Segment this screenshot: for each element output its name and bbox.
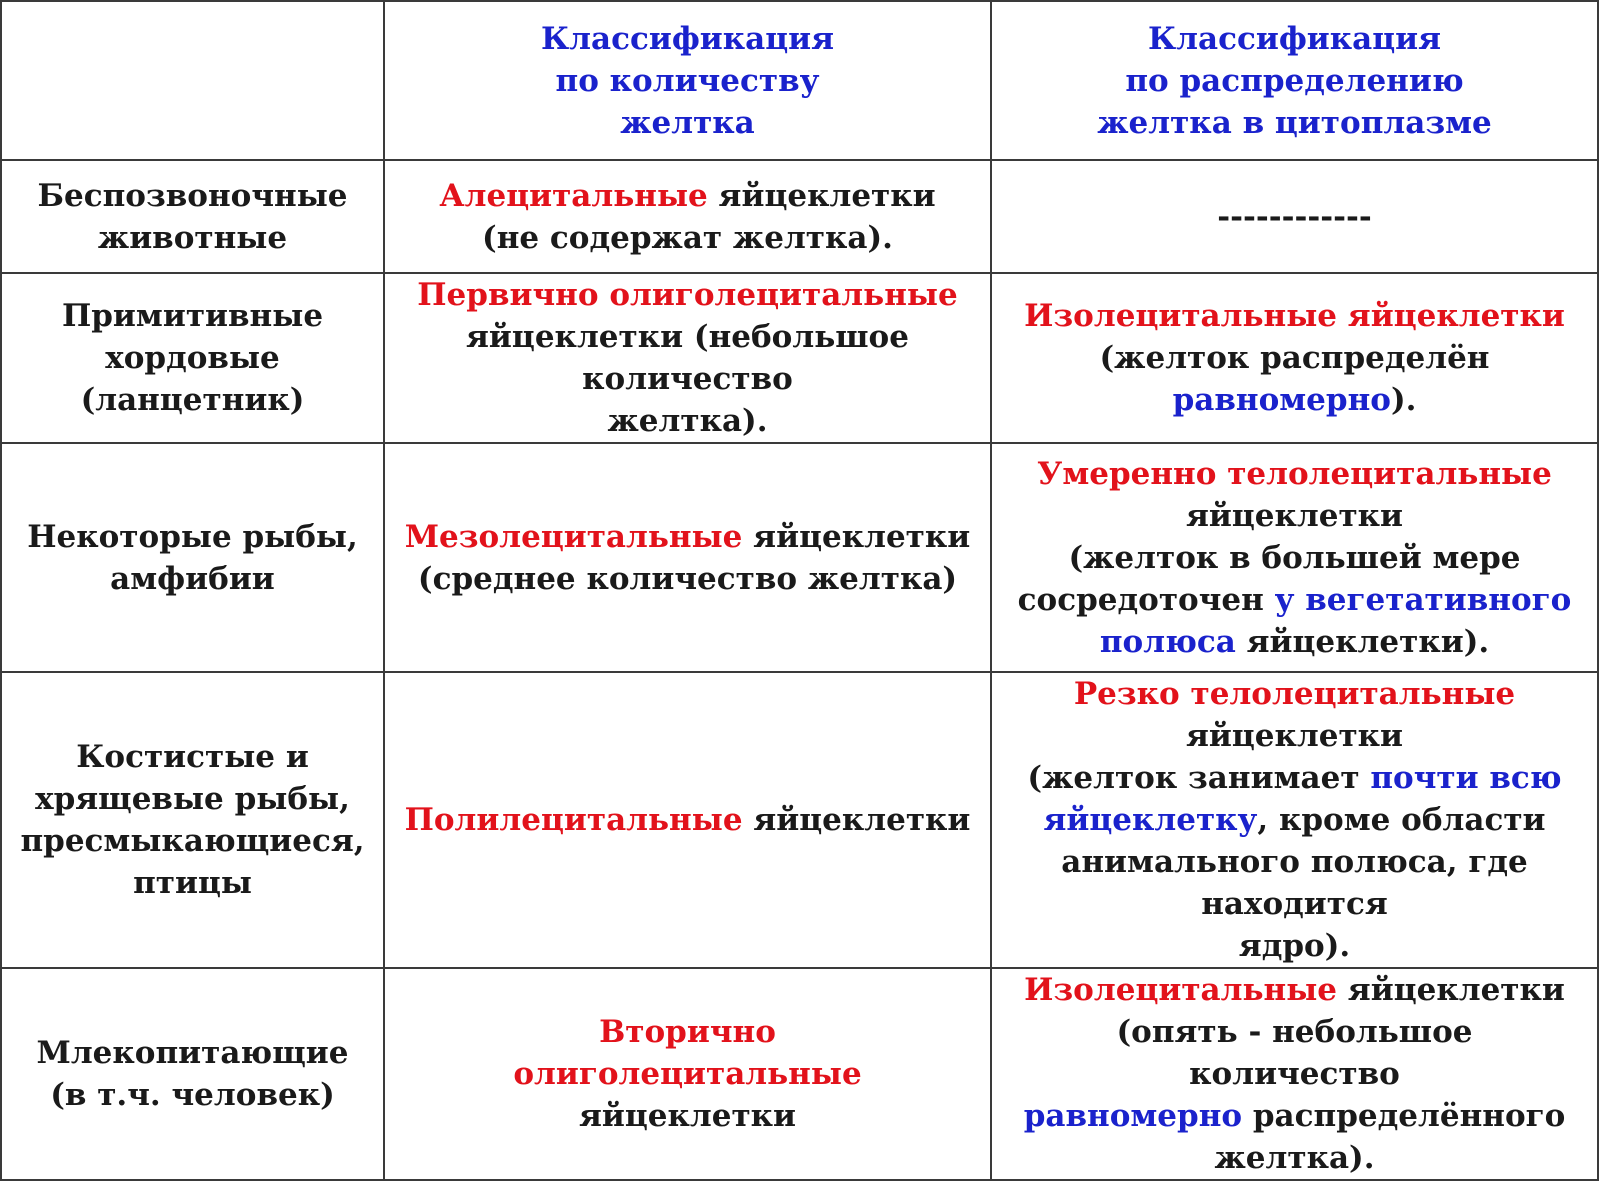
animal-group-line: Костистые и (76, 739, 309, 775)
table-row (1, 273, 1598, 443)
animal-group-cell (1, 160, 384, 273)
animal-group-line: амфибии (110, 560, 275, 597)
cell-line (399, 316, 976, 400)
text-segment: яйцеклетки (1185, 497, 1404, 534)
animal-group-line: (ланцетник) (80, 382, 305, 418)
by-distribution-cell (991, 160, 1598, 273)
cell-line (1006, 495, 1583, 537)
animal-group-line: Беспозвоночные (37, 177, 348, 214)
cell-line (399, 558, 976, 600)
animal-group-line: Примитивные (61, 298, 324, 334)
text-segment: яйцеклетки). (1235, 623, 1490, 660)
cell-line (1006, 453, 1583, 495)
text-segment: яйцеклетки (742, 518, 971, 555)
cell-line (1006, 295, 1583, 337)
by-amount-cell (384, 160, 991, 273)
header-row (1, 1, 1598, 160)
animal-group-line: хрящевые рыбы, (35, 781, 350, 817)
term-highlight: Вторично (599, 1014, 776, 1050)
animal-group-line: животные (97, 219, 288, 256)
by-amount-cell (384, 672, 991, 968)
text-segment: (желток в большей мере (1068, 539, 1521, 576)
text-segment: яйцеклетки (742, 802, 971, 838)
cell-line (399, 799, 976, 841)
term-highlight: Резко телолецитальные (1073, 676, 1516, 712)
cell-line (1006, 715, 1583, 757)
term-highlight: олиголецитальные (513, 1056, 862, 1092)
cell-line (1006, 969, 1583, 1011)
animal-group-cell (1, 672, 384, 968)
text-segment: яйцеклетки (небольшое количество (466, 319, 909, 397)
cell-line (1006, 757, 1583, 799)
text-segment: сосредоточен (1017, 581, 1275, 618)
animal-group-line: птицы (133, 865, 252, 901)
text-segment: желтка). (1214, 1140, 1375, 1176)
term-highlight: Алецитальные (439, 177, 708, 214)
key-phrase: у вегетативного (1274, 581, 1572, 618)
term-highlight: Полилецитальные (404, 802, 743, 838)
table-row (1, 968, 1598, 1180)
by-amount-cell (384, 443, 991, 672)
cell-line (1006, 196, 1583, 238)
by-distribution-cell (991, 443, 1598, 672)
key-phrase: равномерно (1023, 1098, 1243, 1134)
text-segment: (не содержат желтка). (482, 219, 893, 256)
cell-line (399, 175, 976, 217)
text-segment: (среднее количество желтка) (417, 560, 958, 597)
text-segment: , кроме области (1257, 802, 1546, 838)
key-phrase: равномерно (1172, 382, 1391, 418)
animal-group-line: Некоторые рыбы, (27, 518, 358, 555)
cell-line (399, 274, 976, 316)
by-distribution-cell (991, 672, 1598, 968)
header-line: по количеству (555, 62, 820, 99)
cell-line (1006, 537, 1583, 579)
term-highlight: Изолецитальные (1024, 972, 1338, 1008)
text-segment: ядро). (1238, 928, 1351, 964)
by-amount-cell (384, 273, 991, 443)
table-row (1, 160, 1598, 273)
text-segment: (желток занимает (1027, 760, 1371, 796)
key-phrase: полюса (1099, 623, 1236, 660)
animal-group-cell (1, 273, 384, 443)
animal-group-line: Млекопитающие (36, 1035, 349, 1071)
text-segment: анимального полюса, где находится (1061, 844, 1528, 922)
header-line: Классификация (1147, 20, 1442, 57)
animal-group-line: пресмыкающиеся, (20, 823, 365, 859)
header-empty-cell (1, 1, 384, 160)
table-row (1, 443, 1598, 672)
animal-group-cell (1, 968, 384, 1180)
by-amount-cell (384, 968, 991, 1180)
cell-line (1006, 925, 1583, 967)
cell-line (399, 516, 976, 558)
header-line: желтка (620, 104, 755, 141)
cell-line (399, 1011, 976, 1053)
cell-line (1006, 841, 1583, 925)
by-distribution-cell (991, 273, 1598, 443)
cell-line (1006, 1095, 1583, 1137)
key-phrase: почти всю (1370, 760, 1562, 796)
table-body (1, 160, 1598, 1180)
term-highlight: Изолецитальные яйцеклетки (1024, 298, 1565, 334)
cell-line (399, 1053, 976, 1095)
cell-line (399, 217, 976, 259)
cell-line (1006, 673, 1583, 715)
animal-group-line: (в т.ч. человек) (50, 1077, 335, 1113)
term-highlight: Мезолецитальные (404, 518, 743, 555)
animal-group-line: хордовые (105, 340, 280, 376)
cell-line (399, 1095, 976, 1137)
header-by-amount (384, 1, 991, 160)
header-line: желтка в цитоплазме (1097, 104, 1492, 141)
animal-group-cell (1, 443, 384, 672)
text-segment: яйцеклетки (1185, 718, 1404, 754)
cell-line (1006, 337, 1583, 421)
text-segment: яйцеклетки (578, 1098, 797, 1134)
text-segment: (опять - небольшое количество (1116, 1014, 1473, 1092)
by-distribution-cell (991, 968, 1598, 1180)
header-line: Классификация (540, 20, 835, 57)
key-phrase: яйцеклетку (1043, 802, 1258, 838)
text-segment: желтка). (607, 403, 768, 439)
text-segment: (желток распределён (1099, 340, 1490, 376)
cell-line (1006, 1011, 1583, 1095)
cell-line (1006, 621, 1583, 663)
term-highlight: Первично олиголецитальные (417, 277, 958, 313)
text-segment: ). (1390, 382, 1417, 418)
cell-line (1006, 579, 1583, 621)
text-segment: яйцеклетки (707, 177, 936, 214)
term-highlight: Умеренно телолецитальные (1037, 455, 1552, 492)
text-segment: распределённого (1242, 1098, 1566, 1134)
text-segment: ------------ (1217, 198, 1372, 235)
cell-line (1006, 1137, 1583, 1179)
header-by-distribution (991, 1, 1598, 160)
cell-line (399, 400, 976, 442)
header-line: по распределению (1125, 62, 1464, 99)
text-segment: яйцеклетки (1337, 972, 1565, 1008)
cell-line (1006, 799, 1583, 841)
table-row (1, 672, 1598, 968)
